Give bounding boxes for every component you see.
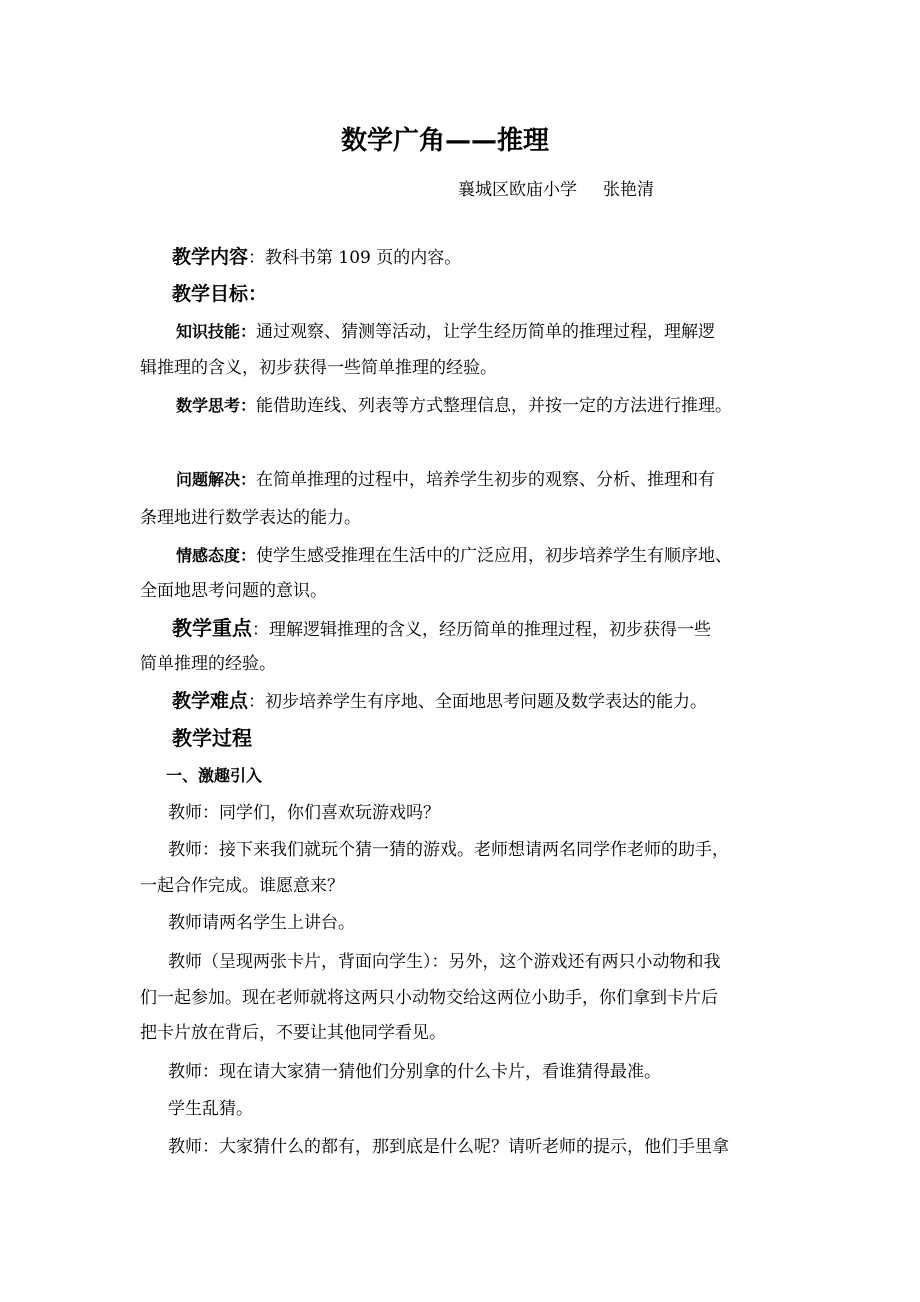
author-name: 张艳清 [603,180,654,200]
key-point-line1 [172,617,711,641]
key-point-label: 教学重点 [172,616,252,640]
teaching-content-label: 教学内容 [172,246,249,268]
difficulty [172,690,707,713]
problem-solving-label: 问题解决： [176,470,257,489]
section-heading-intro [166,765,262,787]
dialogue-p3: 教师请两名学生上讲台。 [168,913,355,933]
teaching-goals [172,283,267,306]
knowledge-skills-label: 知识技能： [176,322,257,341]
emotion-attitude-line1 [176,545,732,567]
key-point-text: ：理解逻辑推理的含义，经历简单的推理过程，初步获得一些 [252,620,711,640]
teaching-process-label: 教学过程 [172,726,252,750]
dialogue-p4-line2: 们一起参加。现在老师就将这两只小动物交给这两位小助手，你们拿到卡片后 [140,988,718,1008]
math-thinking [176,395,732,417]
emotion-attitude-label: 情感态度： [176,546,257,565]
teaching-process [172,727,252,751]
teaching-content [172,246,461,269]
problem-solving-line2: 条理地进行数学表达的能力。 [140,508,361,528]
knowledge-skills-text: 通过观察、猜测等活动，让学生经历简单的推理过程，理解逻 [256,322,716,342]
teaching-goals-label: 教学目标： [172,283,268,305]
dialogue-p5: 教师：现在请大家猜一猜他们分别拿的什么卡片，看谁猜得最准。 [168,1062,661,1082]
dialogue-p1: 教师：同学们，你们喜欢玩游戏吗？ [168,803,440,823]
math-thinking-text: 能借助连线、列表等方式整理信息，并按一定的方法进行推理。 [256,396,733,416]
dialogue-p6: 学生乱猜。 [168,1099,253,1119]
author-school: 襄城区欧庙小学 [458,180,577,200]
teaching-content-text: ：教科书第 109 页的内容。 [248,248,462,268]
knowledge-skills-line1 [176,321,715,343]
author-line [458,175,654,200]
difficulty-label: 教学难点 [172,690,249,712]
dialogue-p4-line1: 教师（呈现两张卡片，背面向学生）：另外，这个游戏还有两只小动物和我 [168,952,721,972]
emotion-attitude-text: 使学生感受推理在生活中的广泛应用，初步培养学生有顺序地、 [256,546,733,566]
knowledge-skills-line2: 辑推理的含义，初步获得一些简单推理的经验。 [140,358,497,378]
dialogue-p2-line1: 教师：接下来我们就玩个猜一猜的游戏。老师想请两名同学作老师的助手， [168,840,729,860]
problem-solving-line1 [176,469,715,491]
math-thinking-label: 数学思考： [176,396,257,415]
emotion-attitude-line2: 全面地思考问题的意识。 [140,581,327,601]
document-title: 数学广角——推理 [340,126,549,156]
section-intro-label: 一、激趣引入 [166,766,263,785]
dialogue-p4-line3: 把卡片放在背后，不要让其他同学看见。 [140,1023,446,1043]
key-point-line2: 简单推理的经验。 [140,654,276,674]
difficulty-text: ：初步培养学生有序地、全面地思考问题及数学表达的能力。 [248,692,708,712]
dialogue-p2-line2: 一起合作完成。谁愿意来？ [140,876,344,896]
dialogue-p7: 教师：大家猜什么的都有，那到底是什么呢？请听老师的提示，他们手里拿 [168,1137,729,1157]
problem-solving-text: 在简单推理的过程中，培养学生初步的观察、分析、推理和有 [256,470,716,490]
